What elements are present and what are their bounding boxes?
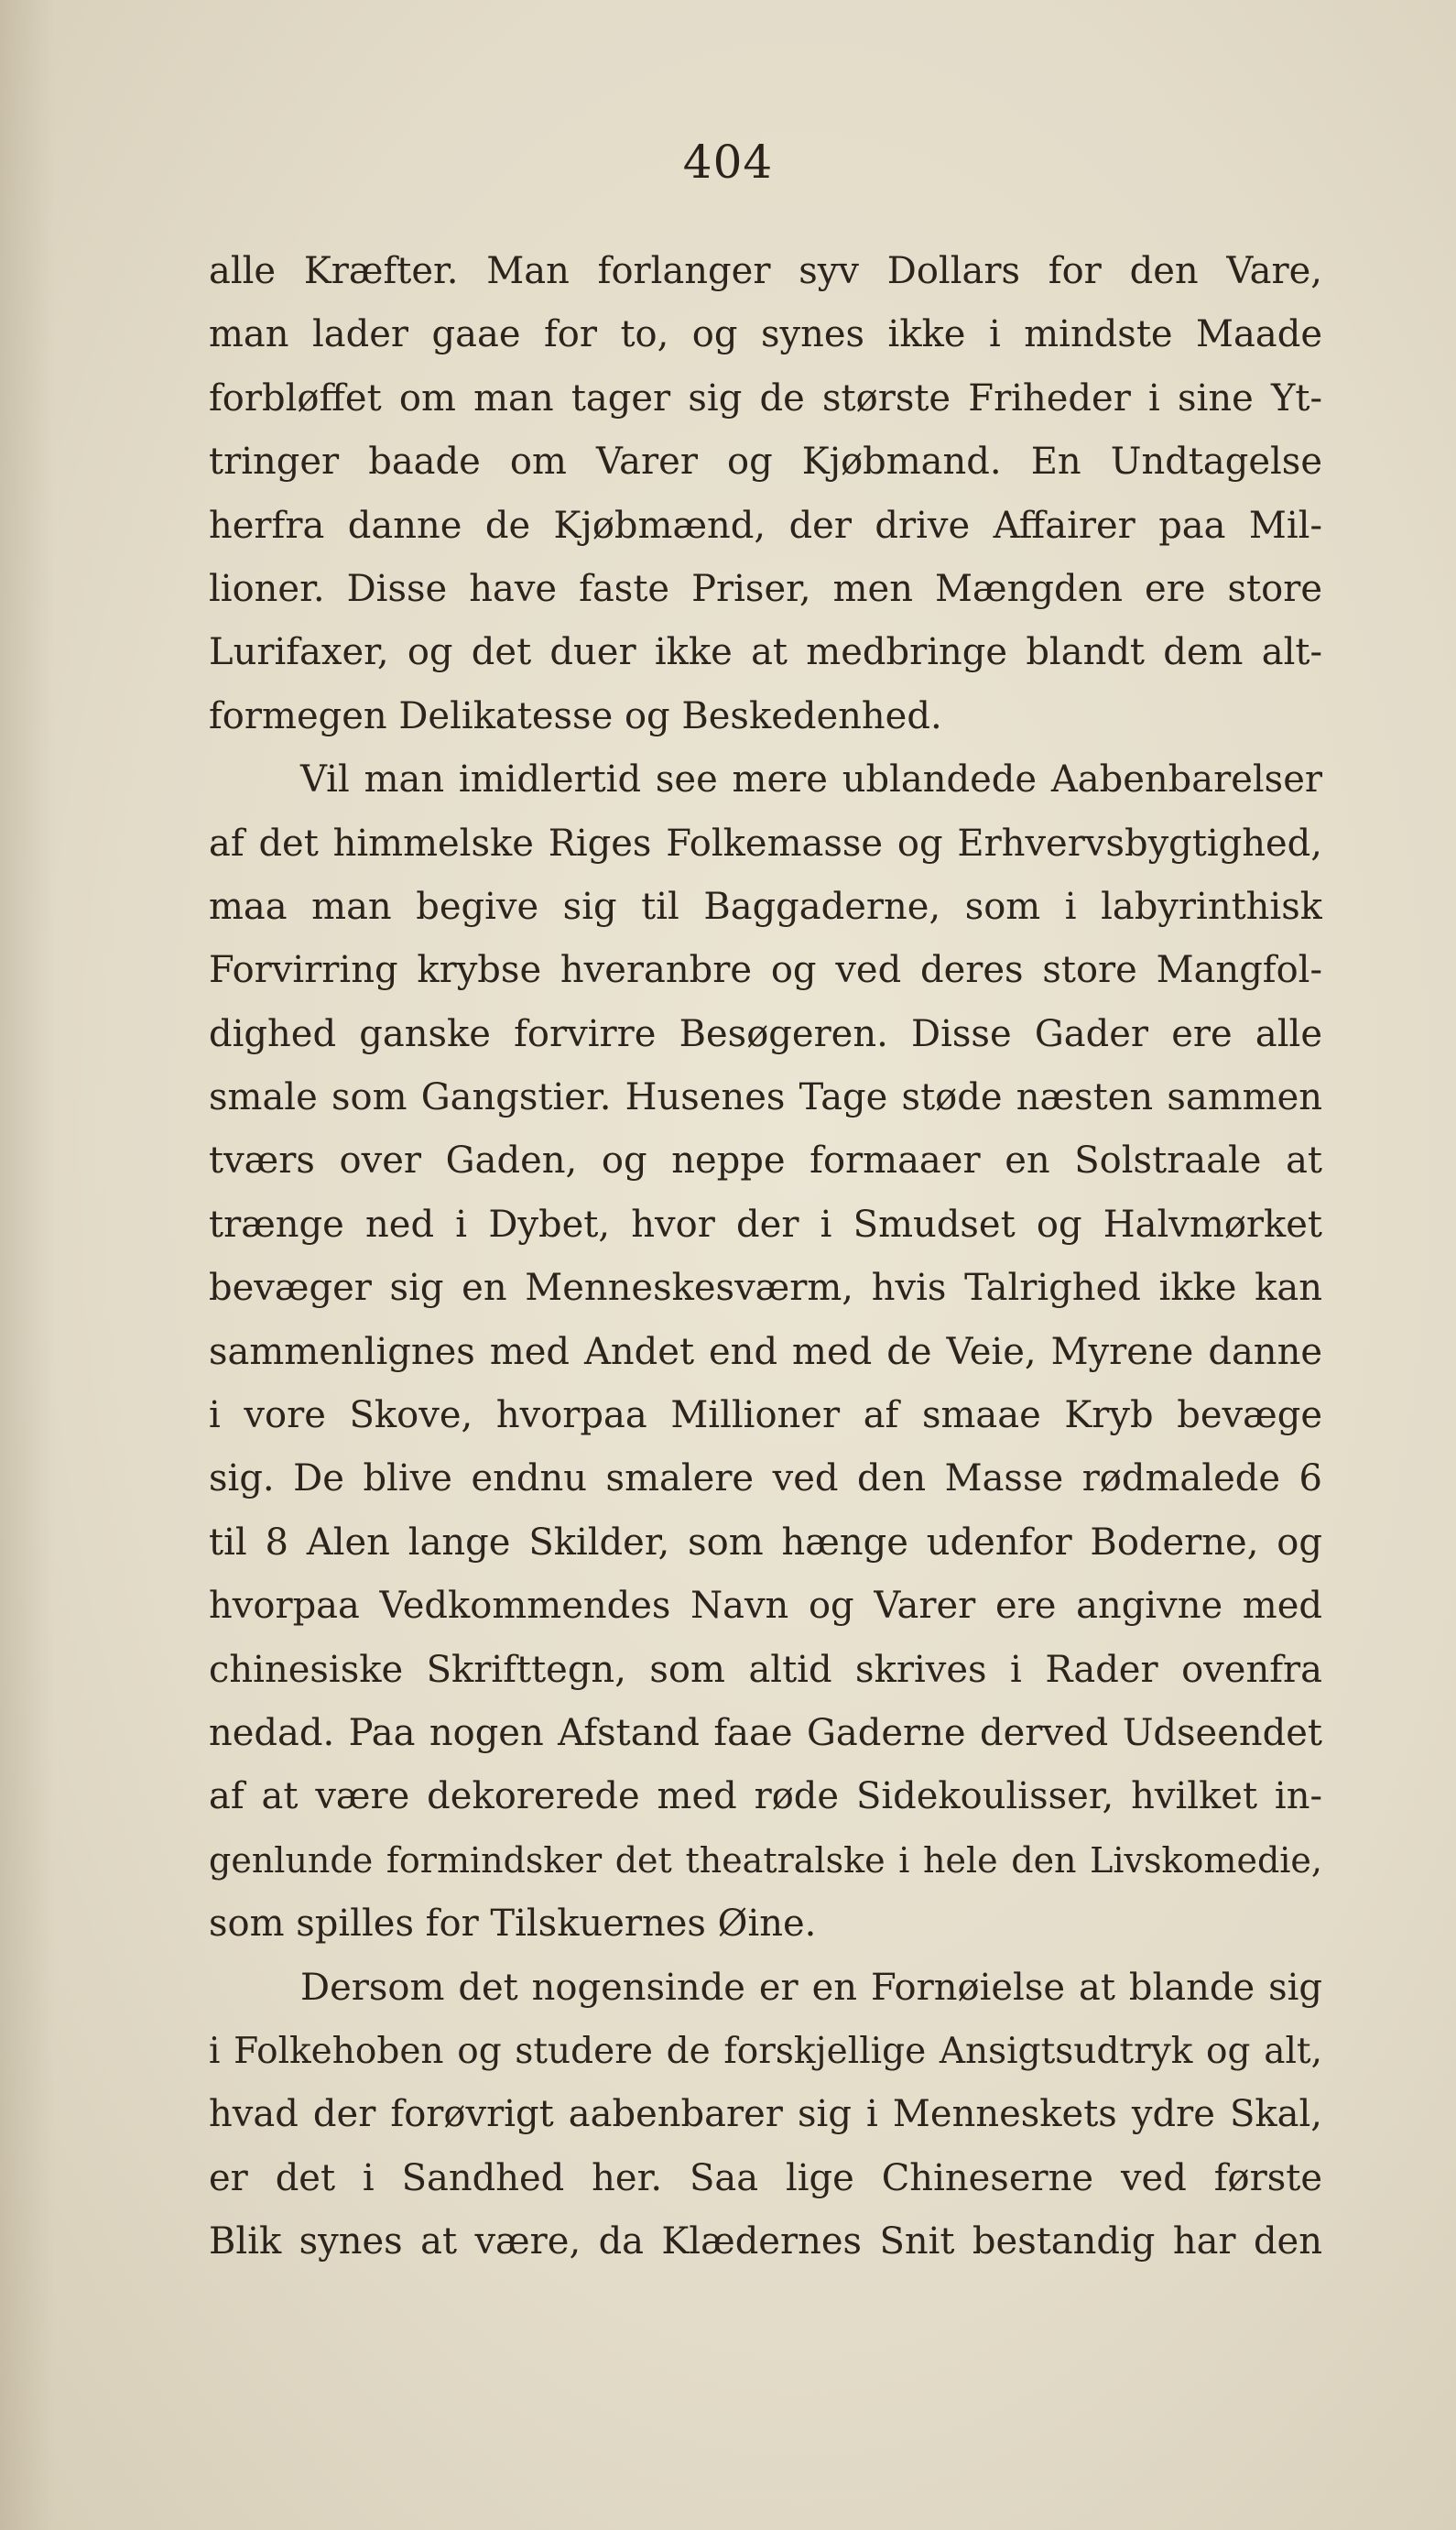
text-line: forbløffet om man tager sig de største Friheder i sine Yt- [209,376,1322,420]
text-line: af at være dekorerede med røde Sidekoulisser, hvilket in- [209,1775,1322,1818]
text-line: bevæger sig en Menneskesværm, hvis Talrighed ikke kan [209,1267,1322,1310]
text-line: tringer baade om Varer og Kjøbmand. En Undtagelse [209,441,1322,484]
text-line: chinesiske Skrifttegn, som altid skrives i Rader ovenfra [209,1648,1322,1691]
text-line: Lurifaxer, og det duer ikke at medbringe blandt dem alt- [209,631,1322,674]
text-line: man lader gaae for to, og synes ikke i mindste Maade [209,313,1322,356]
text-line: nedad. Paa nogen Afstand faae Gaderne derved Udseendet [209,1711,1322,1754]
text-line: sig. De blive endnu smalere ved den Masse rødmalede 6 [209,1457,1322,1500]
text-line: Blik synes at være, da Klædernes Snit bestandig har den [209,2220,1322,2263]
text-line: i Folkehoben og studere de forskjellige Ansigtsudtryk og alt, [209,2030,1322,2072]
text-line: til 8 Alen lange Skilder, som hænge udenfor Boderne, og [209,1521,1322,1564]
page-number: 404 [682,136,774,189]
text-line: hvorpaa Vedkommendes Navn og Varer ere angivne med [209,1585,1322,1628]
text-line: alle Kræfter. Man forlanger syv Dollars for den Vare, [209,250,1322,292]
text-line: i vore Skove, hvorpaa Millioner af smaae Kryb bevæge [209,1394,1322,1437]
text-line: tværs over Gaden, og neppe formaaer en Solstraale at [209,1140,1322,1183]
text-line: som spilles for Tilskuernes Øine. [209,1903,817,1946]
text-line: Forvirring krybse hveranbre og ved deres store Mangfol- [209,949,1322,992]
text-line: dighed ganske forvirre Besøgeren. Disse Gader ere alle [209,1012,1322,1055]
text-line: maa man begive sig til Baggaderne, som i labyrinthisk [209,885,1322,928]
paragraph-start-line: Vil man imidlertid see mere ublandede Aabenbarelser [300,758,1322,802]
text-line: af det himmelske Riges Folkemasse og Erhvervsbygtighed, [209,822,1322,865]
text-line: herfra danne de Kjøbmænd, der drive Affairer paa Mil- [209,504,1322,547]
text-line: smale som Gangstier. Husenes Tage støde næsten sammen [209,1076,1322,1119]
text-line: formegen Delikatesse og Beskedenhed. [209,694,942,737]
body-text [209,240,1322,2274]
text-line: hvad der forøvrigt aabenbarer sig i Menneskets ydre Skal, [209,2093,1322,2136]
text-line: genlunde formindsker det theatralske i hele den Livskomedie, [209,1839,1322,1881]
page-edge-shadow [0,0,55,2530]
paragraph-start-line: Dersom det nogensinde er en Fornøielse at blande sig [300,1966,1322,2009]
text-line: lioner. Disse have faste Priser, men Mængden ere store [209,567,1322,610]
text-line: trænge ned i Dybet, hvor der i Smudset og Halvmørket [209,1203,1322,1246]
text-line: er det i Sandhed her. Saa lige Chineserne ved første [209,2156,1322,2199]
text-line: sammenlignes med Andet end med de Veie, Myrene danne [209,1330,1322,1373]
